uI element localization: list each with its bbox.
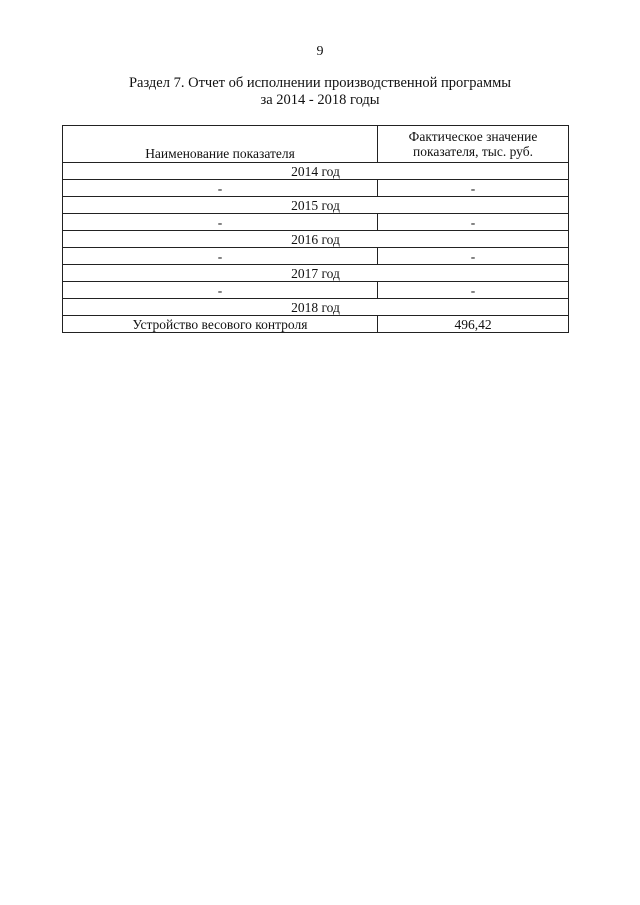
table-row bbox=[63, 214, 569, 231]
year-label: 2018 год bbox=[63, 299, 569, 316]
section-title-line-2: за 2014 - 2018 годы bbox=[260, 92, 380, 108]
table-header-row bbox=[63, 126, 569, 163]
header-indicator-name: Наименование показателя bbox=[63, 126, 378, 163]
indicator-name-cell: Устройство весового контроля bbox=[63, 316, 378, 333]
indicator-name-cell: - bbox=[63, 248, 378, 265]
indicator-name-cell: - bbox=[63, 214, 378, 231]
page-number: 9 bbox=[316, 44, 324, 59]
header-actual-value: Фактическое значение показателя, тыс. руб. bbox=[378, 126, 569, 163]
indicator-value-cell: 496,42 bbox=[378, 316, 569, 333]
section-title bbox=[0, 75, 640, 109]
indicator-value-cell: - bbox=[378, 248, 569, 265]
year-row-2018 bbox=[63, 299, 569, 316]
year-label: 2014 год bbox=[63, 163, 569, 180]
section-title-line-1: Раздел 7. Отчет об исполнении производственной программы bbox=[128, 75, 512, 91]
year-label: 2015 год bbox=[63, 197, 569, 214]
table-row bbox=[63, 282, 569, 299]
indicator-value-cell: - bbox=[378, 282, 569, 299]
table-row bbox=[63, 180, 569, 197]
year-row-2015 bbox=[63, 197, 569, 214]
year-row-2014 bbox=[63, 163, 569, 180]
indicator-name-cell: - bbox=[63, 180, 378, 197]
year-label: 2016 год bbox=[63, 231, 569, 248]
year-row-2016 bbox=[63, 231, 569, 248]
indicator-name-cell: - bbox=[63, 282, 378, 299]
year-label: 2017 год bbox=[63, 265, 569, 282]
indicator-value-cell: - bbox=[378, 180, 569, 197]
year-row-2017 bbox=[63, 265, 569, 282]
table-row bbox=[63, 248, 569, 265]
production-program-report-table bbox=[62, 125, 569, 333]
indicator-value-cell: - bbox=[378, 214, 569, 231]
table-row bbox=[63, 316, 569, 333]
